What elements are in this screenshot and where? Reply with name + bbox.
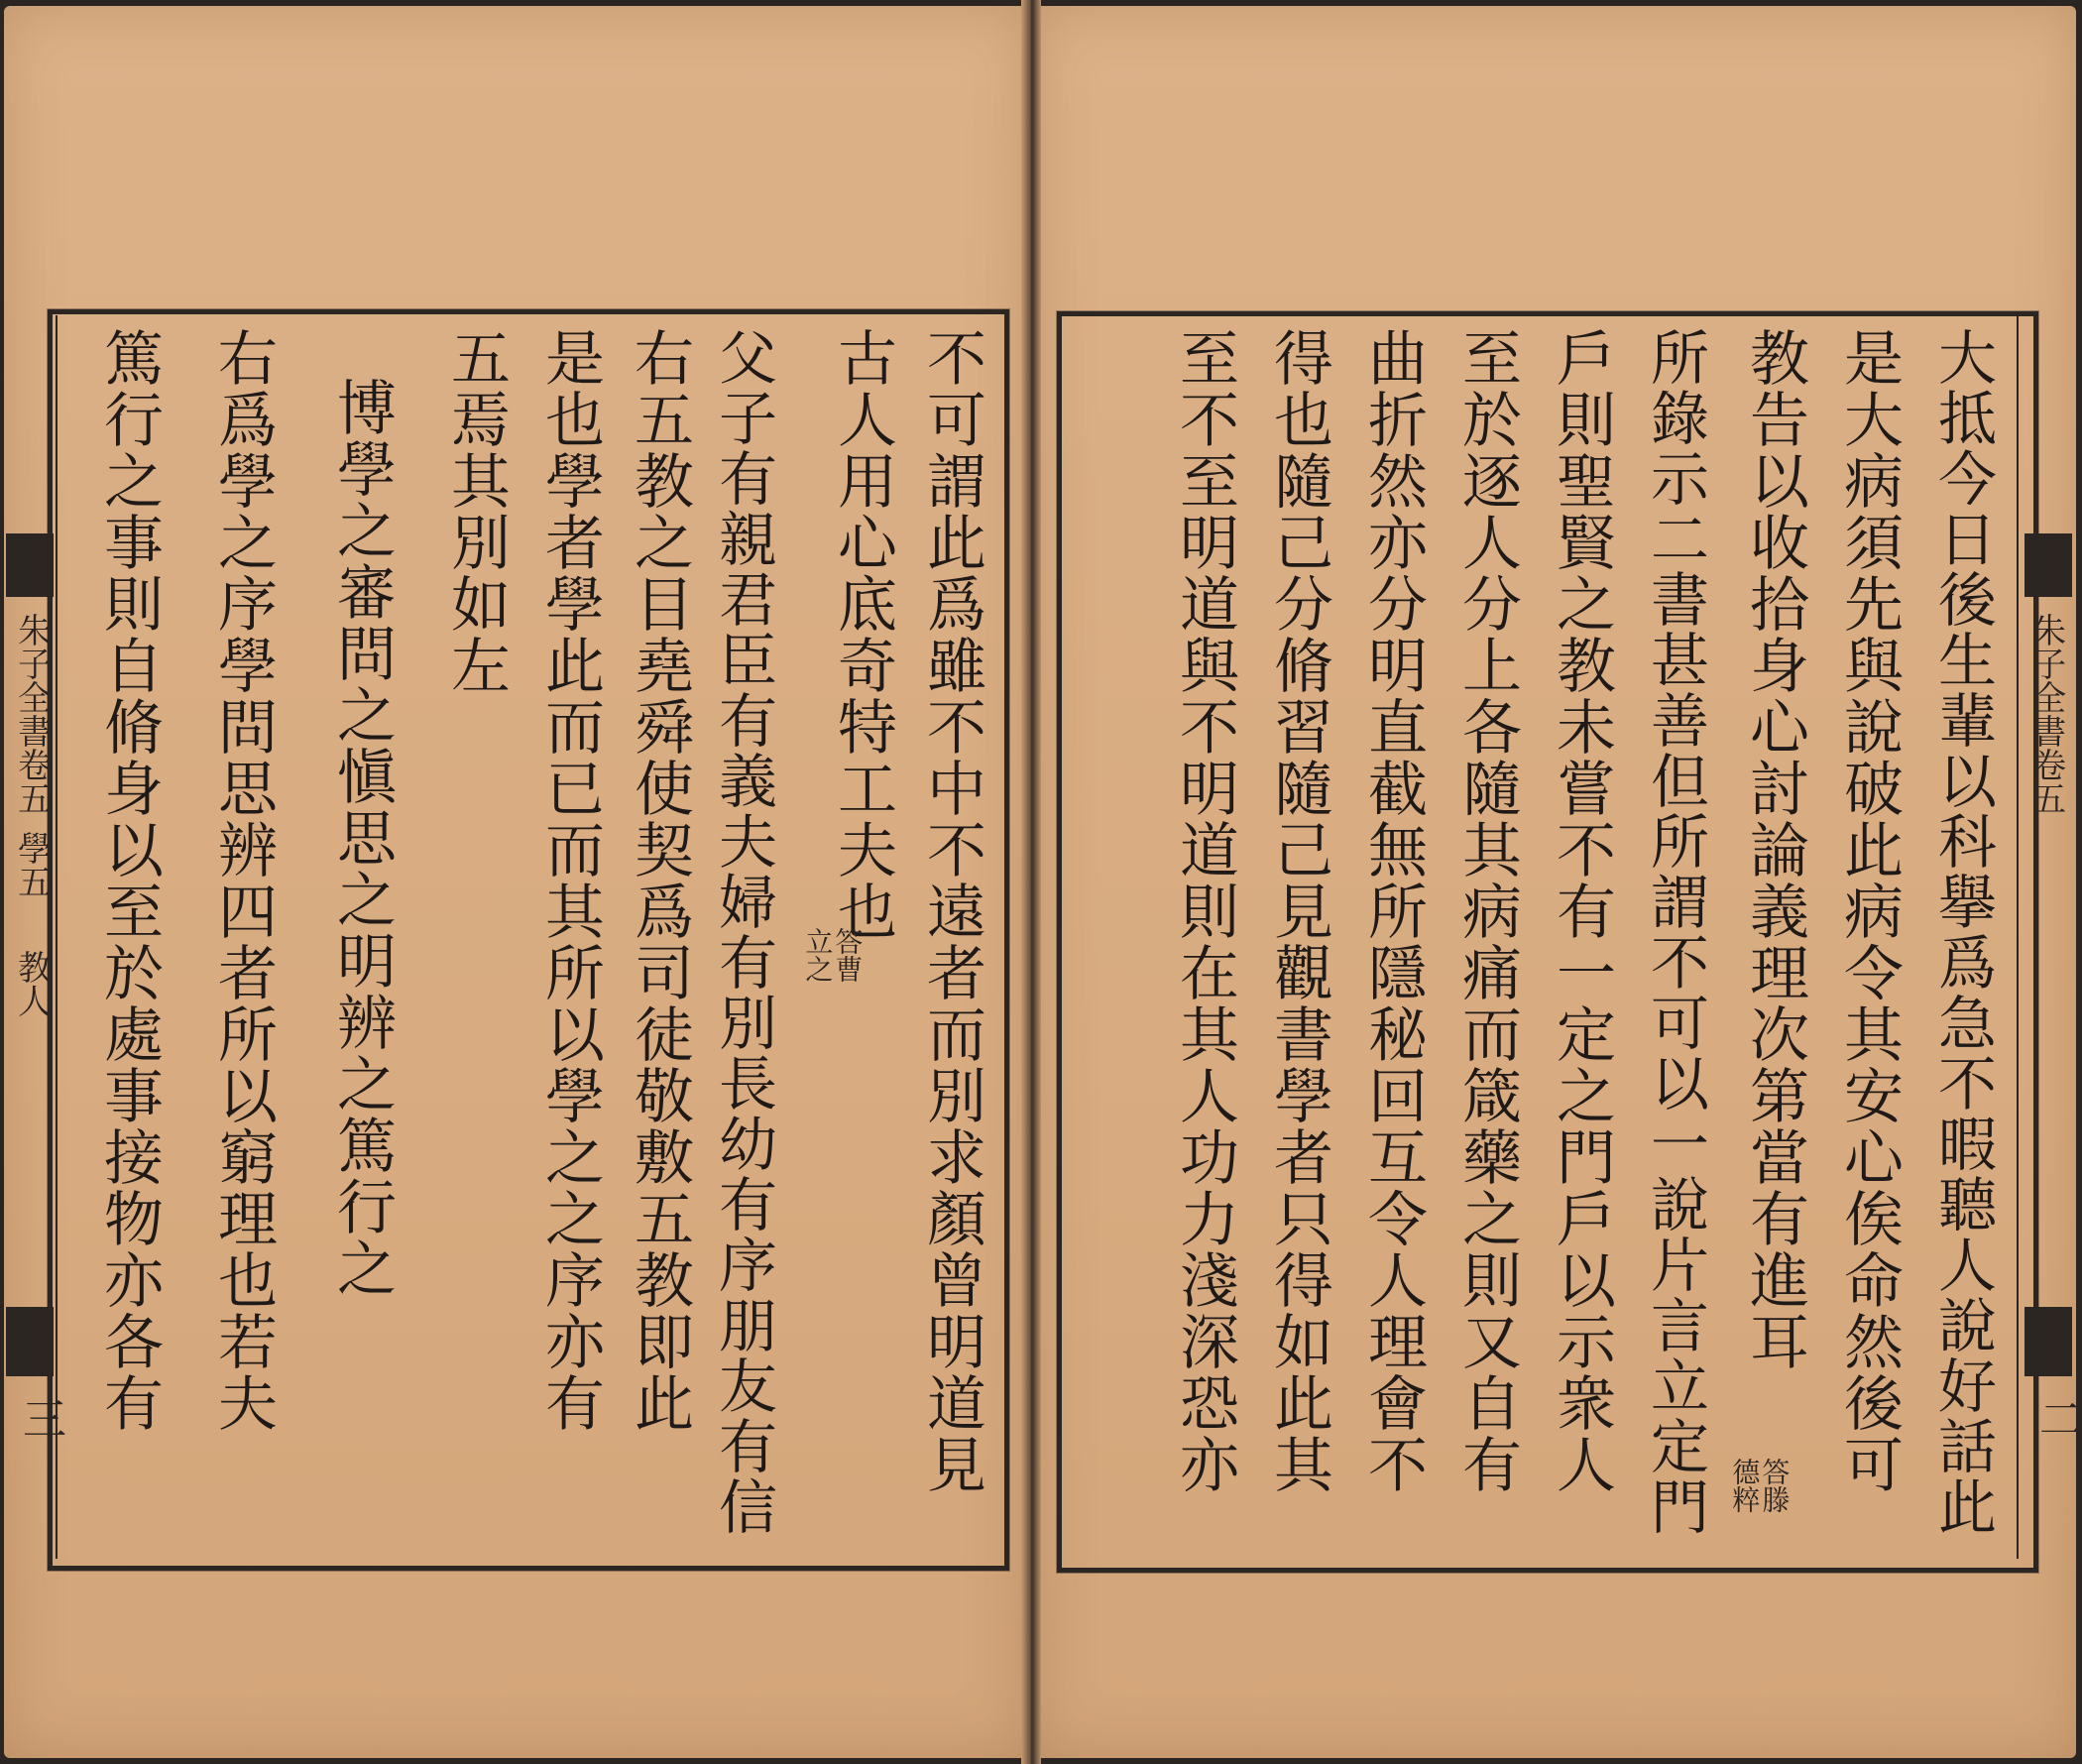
left-text-column-7: 博學之審問之愼思之明辨之篤行之 [327,377,397,1299]
right-text-column-3: 教告以收拾身心討論義理次第當有進耳 [1740,327,1809,1372]
folio-number: 三 [15,1396,65,1440]
fold-book-title-right: 朱子全書卷五 [2025,613,2066,815]
fishtail-mark-lower-right [2024,1307,2072,1376]
fold-book-title: 朱子全書卷五 [11,613,52,815]
right-text-column-5: 戶則聖賢之教未嘗不有一定之門戶以示衆人 [1547,327,1616,1495]
left-text-column-5: 是也學者學此而已而其所以學之之序亦有 [535,327,605,1434]
right-text-column-2: 是大病須先與說破此病令其安心俟命然後可 [1834,327,1904,1495]
book-gutter [1021,0,1041,1764]
folio-number-right: 二 [2031,1396,2082,1440]
right-text-column-6: 至於逐人分上各隨其病痛而箴藥之則又自有 [1452,327,1522,1495]
left-text-column-1: 不可謂此爲雖不中不遠者而別求顏曾明道見 [917,327,986,1495]
left-text-column-3: 父子有親君臣有義夫婦有別長幼有序朋友有信 [709,327,777,1537]
left-fold-margin [6,315,65,1559]
right-text-column-1: 大抵今日後生輩以科擧爲急不暇聽人說好話此 [1928,327,1997,1537]
fold-subsection-label: 教人 [11,950,52,1017]
left-text-column-6: 五焉其別如左 [441,327,511,696]
left-annotation-line-2: 立之 [801,927,835,983]
fishtail-mark-upper [6,533,54,597]
left-text-column-8: 右爲學之序學問思辨四者所以窮理也若夫 [208,327,278,1434]
fishtail-mark-lower [6,1307,54,1376]
right-annotation-line-2: 德粹 [1728,1458,1762,1513]
right-text-column-7: 曲折然亦分明直截無所隱秘回互令人理會不 [1358,327,1428,1495]
right-text-column-4: 所錄示二書甚善但所謂不可以一說片言立定門 [1641,327,1709,1537]
left-annotation-line-1: 答曹 [831,927,865,983]
right-text-column-9: 至不至明道與不明道則在其人功力淺深恐亦 [1170,327,1239,1495]
right-fold-margin [2017,315,2082,1559]
fold-section-label: 學五 [11,831,52,898]
left-text-column-4: 右五教之目堯舜使契爲司徒敬敷五教即此 [625,327,694,1434]
left-text-column-9: 篤行之事則自脩身以至於處事接物亦各有 [94,327,164,1434]
right-annotation-line-1: 答滕 [1758,1458,1792,1513]
fishtail-mark-upper-right [2024,533,2072,597]
left-text-column-2: 古人用心底奇特工夫也 [828,327,897,942]
right-text-column-8: 得也隨己分脩習隨己見觀書學者只得如此其 [1264,327,1333,1495]
